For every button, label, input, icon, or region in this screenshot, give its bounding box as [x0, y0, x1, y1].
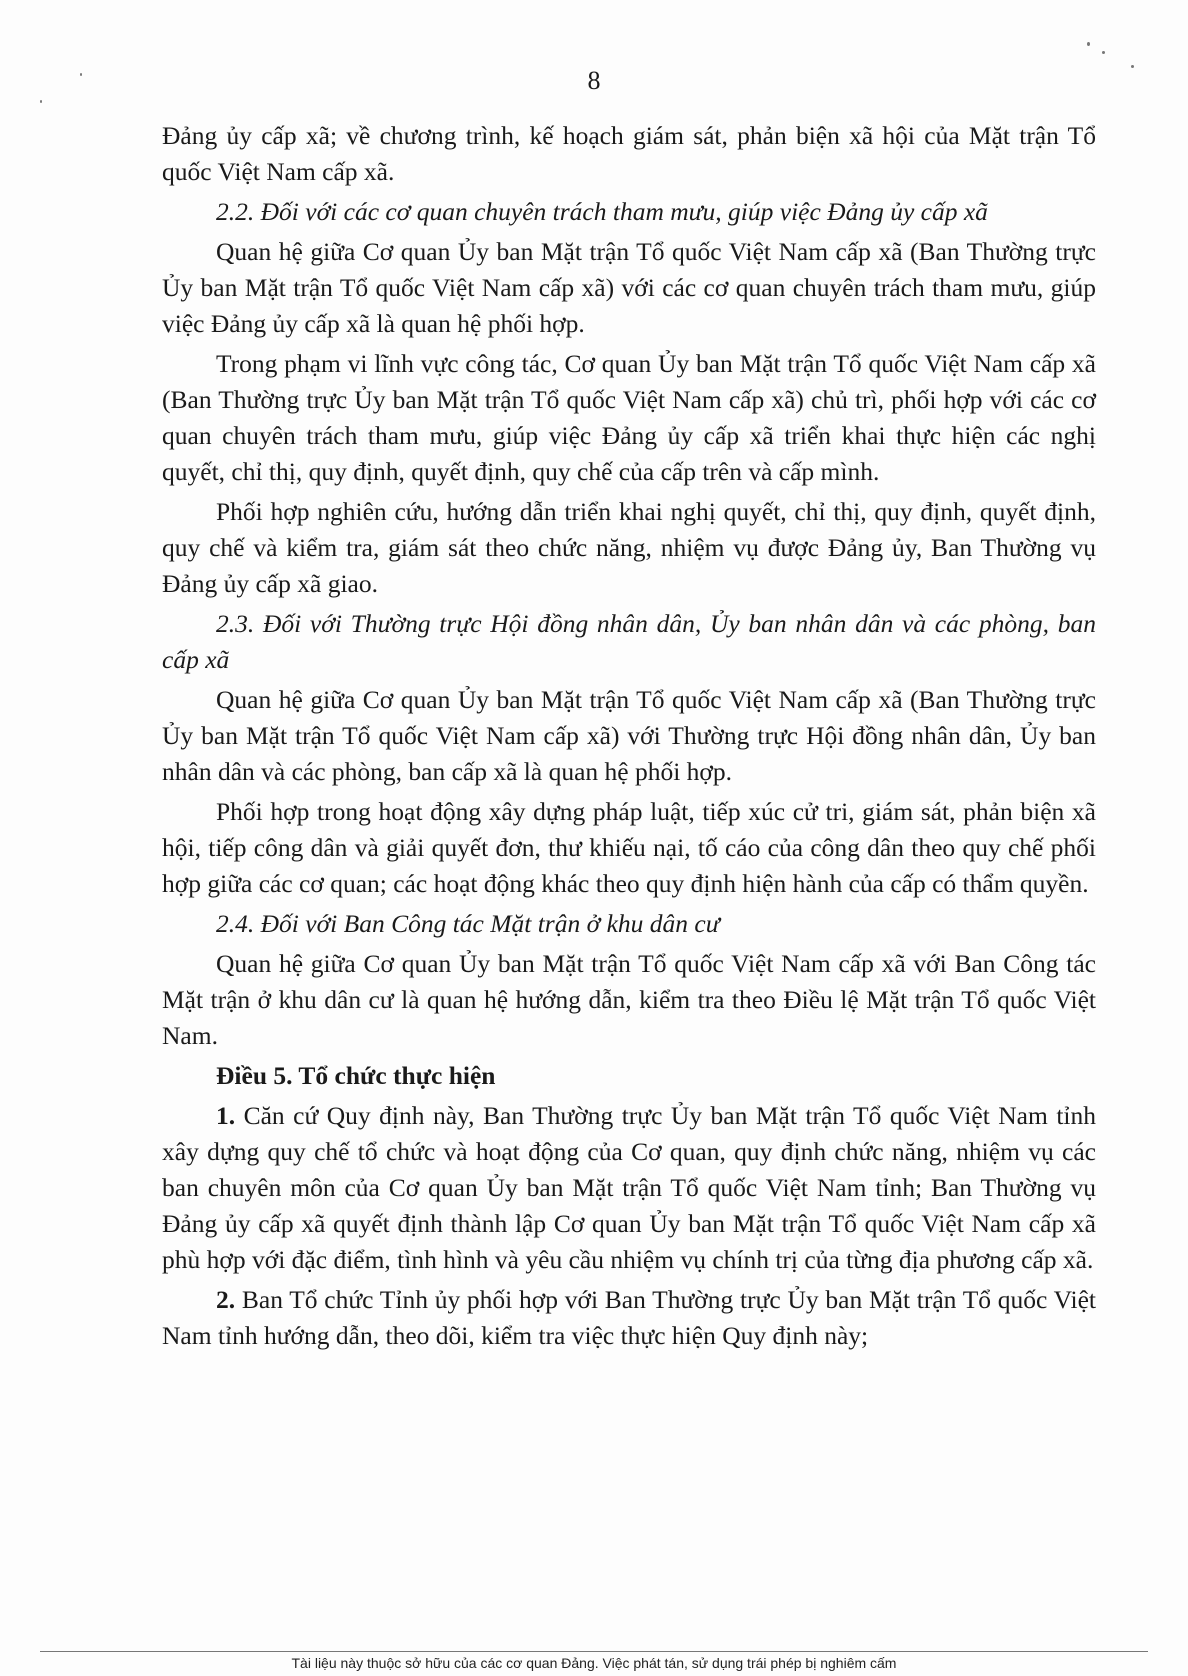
item-number: 1.	[216, 1101, 236, 1130]
paragraph: Phối hợp nghiên cứu, hướng dẫn triển khai nghị quyết, chỉ thị, quy định, quyết định, quy chế và kiểm tra, giám sát theo chức năng, nhiệm vụ được Đảng ủy, Ban Thường vụ Đảng ủy cấp xã giao.	[162, 497, 1096, 598]
paragraph: Quan hệ giữa Cơ quan Ủy ban Mặt trận Tổ quốc Việt Nam cấp xã (Ban Thường trực Ủy ban Mặt trận Tổ quốc Việt Nam cấp xã) với các cơ quan chuyên trách tham mưu, giúp việc Đảng ủy cấp xã là quan hệ phối hợp.	[162, 237, 1096, 338]
scan-speck	[1102, 51, 1105, 54]
numbered-paragraph	[162, 1282, 1096, 1354]
subsection-heading-2-2: 2.2. Đối với các cơ quan chuyên trách tham mưu, giúp việc Đảng ủy cấp xã	[216, 197, 988, 226]
paragraph: Trong phạm vi lĩnh vực công tác, Cơ quan Ủy ban Mặt trận Tổ quốc Việt Nam cấp xã (Ban Thường trực Ủy ban Mặt trận Tổ quốc Việt Nam cấp xã) chủ trì, phối hợp với các cơ quan chuyên trách tham mưu, giúp việc Đảng ủy cấp xã triển khai thực hiện các nghị quyết, chỉ thị, quy định, quyết định, quy chế của cấp trên và cấp mình.	[162, 349, 1096, 486]
scan-speck	[80, 73, 82, 76]
subsection-heading-2-4: 2.4. Đối với Ban Công tác Mặt trận ở khu dân cư	[216, 909, 720, 938]
paragraph: Quan hệ giữa Cơ quan Ủy ban Mặt trận Tổ quốc Việt Nam cấp xã với Ban Công tác Mặt trận ở khu dân cư là quan hệ hướng dẫn, kiểm tra theo Điều lệ Mặt trận Tổ quốc Việt Nam.	[162, 949, 1096, 1050]
document-body	[162, 118, 1096, 1358]
paragraph: Quan hệ giữa Cơ quan Ủy ban Mặt trận Tổ quốc Việt Nam cấp xã (Ban Thường trực Ủy ban Mặt trận Tổ quốc Việt Nam cấp xã) với Thường trực Hội đồng nhân dân, Ủy ban nhân dân và các phòng, ban cấp xã là quan hệ phối hợp.	[162, 685, 1096, 786]
scan-speck	[1131, 65, 1134, 68]
paragraph: Phối hợp trong hoạt động xây dựng pháp luật, tiếp xúc cử tri, giám sát, phản biện xã hội, tiếp công dân và giải quyết đơn, thư khiếu nại, tố cáo của công dân theo quy chế phối hợp giữa các cơ quan; các hoạt động khác theo quy định hiện hành của cấp có thẩm quyền.	[162, 797, 1096, 898]
item-text: Ban Tổ chức Tỉnh ủy phối hợp với Ban Thường trực Ủy ban Mặt trận Tổ quốc Việt Nam tỉnh hướng dẫn, theo dõi, kiểm tra việc thực hiện Quy định này;	[162, 1285, 1096, 1350]
page-number: 8	[587, 66, 601, 95]
article-heading: Điều 5. Tổ chức thực hiện	[216, 1061, 496, 1090]
item-text: Căn cứ Quy định này, Ban Thường trực Ủy ban Mặt trận Tổ quốc Việt Nam tỉnh xây dựng quy chế tổ chức và hoạt động của Cơ quan, quy định chức năng, nhiệm vụ các ban chuyên môn của Cơ quan Ủy ban Mặt trận Tổ quốc Việt Nam tỉnh; Ban Thường vụ Đảng ủy cấp xã quyết định thành lập Cơ quan Ủy ban Mặt trận Tổ quốc Việt Nam cấp xã phù hợp với đặc điểm, tình hình và yêu cầu nhiệm vụ chính trị của từng địa phương cấp xã.	[162, 1101, 1096, 1274]
item-number: 2.	[216, 1285, 236, 1314]
footer-notice: Tài liệu này thuộc sở hữu của các cơ quan Đảng. Việc phát tán, sử dụng trái phép bị nghiêm cấm	[291, 1655, 897, 1671]
footer-divider	[40, 1651, 1148, 1652]
scan-speck	[40, 100, 42, 103]
numbered-paragraph	[162, 1098, 1096, 1278]
paragraph-continuation: Đảng ủy cấp xã; về chương trình, kế hoạch giám sát, phản biện xã hội của Mặt trận Tổ quốc Việt Nam cấp xã.	[162, 121, 1096, 186]
scan-speck	[1087, 42, 1090, 46]
subsection-heading-2-3: 2.3. Đối với Thường trực Hội đồng nhân dân, Ủy ban nhân dân và các phòng, ban cấp xã	[162, 609, 1096, 674]
